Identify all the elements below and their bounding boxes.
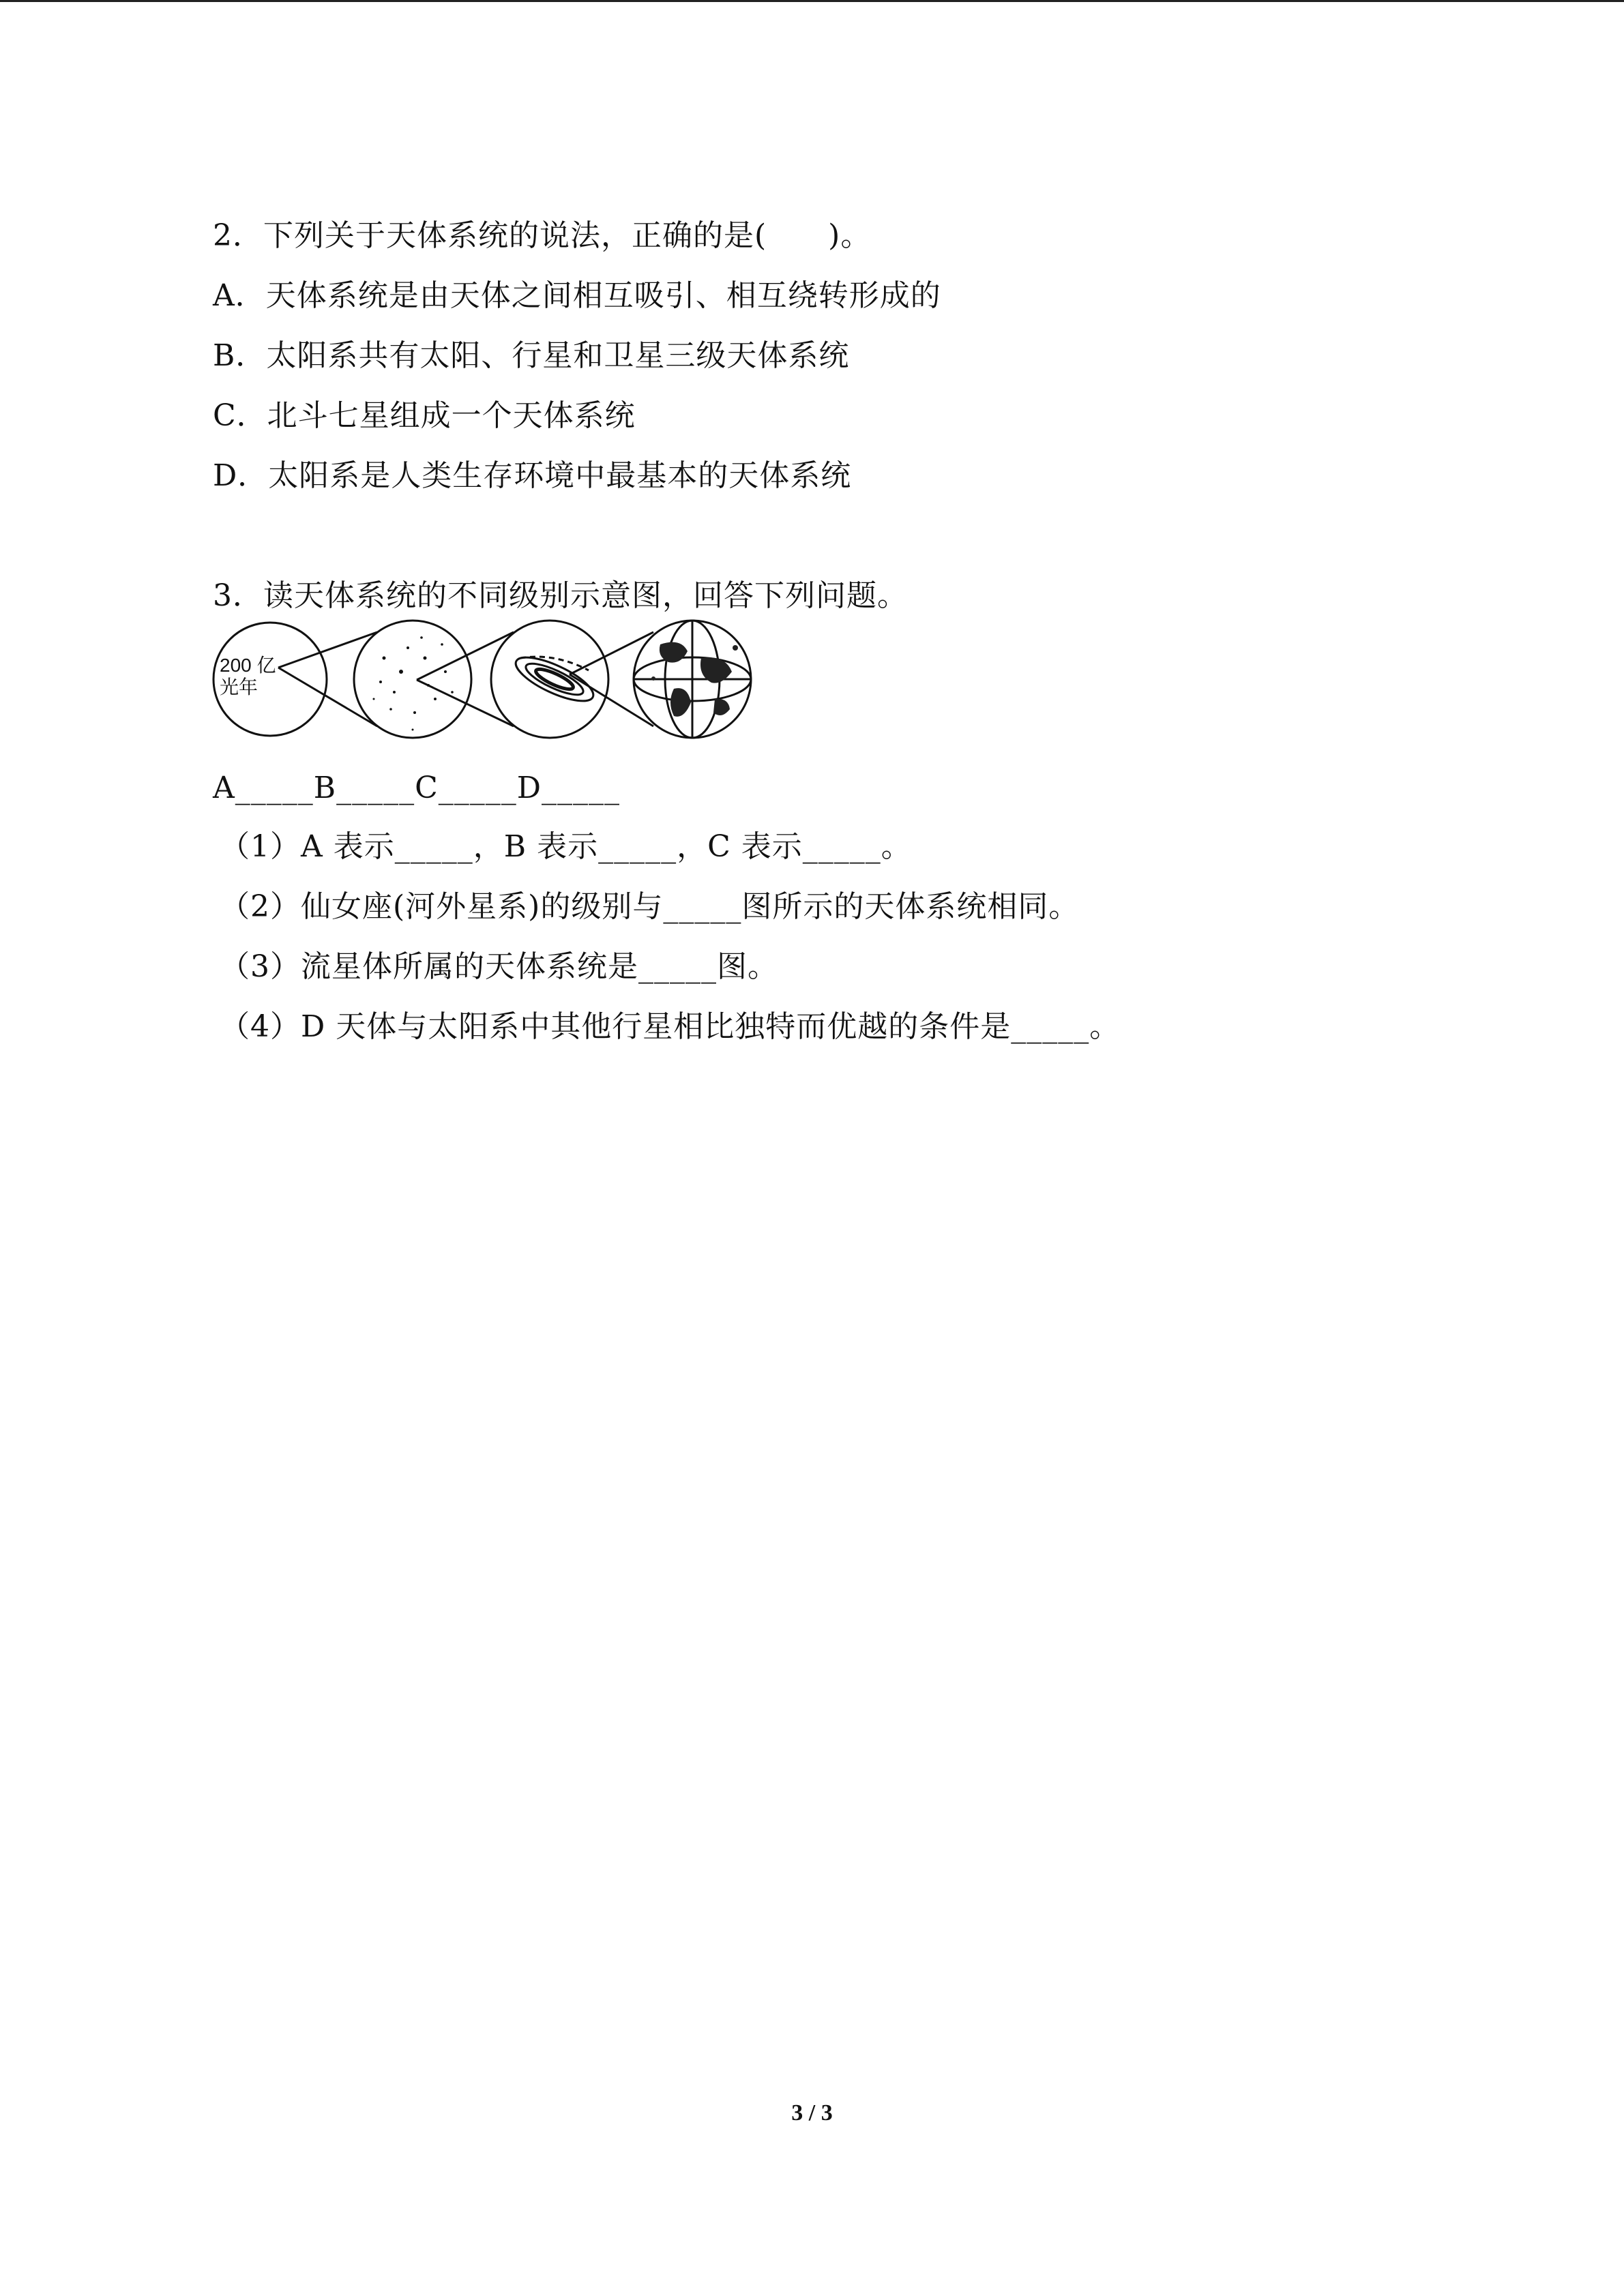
page-number: 3 / 3 xyxy=(791,2100,833,2126)
question-2-stem: 2．下列关于天体系统的说法，正确的是( )。 xyxy=(213,218,872,253)
figure-label-line2: 光年 xyxy=(220,676,259,698)
top-border xyxy=(0,0,1624,2)
question-2-option-b: B．太阳系共有太阳、行星和卫星三级天体系统 xyxy=(213,338,850,373)
question-3-sub-1: （1）A 表示_____，B 表示_____，C 表示_____。 xyxy=(220,829,912,864)
question-3-stem: 3．读天体系统的不同级别示意图，回答下列问题。 xyxy=(213,578,908,613)
question-2-option-c: C．北斗七星组成一个天体系统 xyxy=(213,398,636,433)
figure-label-line1: 200 亿 xyxy=(220,655,276,676)
question-3-sub-2: （2）仙女座(河外星系)的级别与_____图所示的天体系统相同。 xyxy=(220,889,1080,924)
question-3-sub-4: （4）D 天体与太阳系中其他行星相比独特而优越的条件是_____。 xyxy=(220,1009,1121,1044)
celestial-system-diagram xyxy=(210,617,756,741)
question-3-blanks: A_____B_____C_____D_____ xyxy=(213,771,621,805)
circle-c-solar-system xyxy=(491,621,608,738)
question-2-option-d: D．太阳系是人类生存环境中最基本的天体系统 xyxy=(213,458,852,493)
circle-b-galaxy xyxy=(354,621,471,738)
question-2-option-a: A．天体系统是由天体之间相互吸引、相互绕转形成的 xyxy=(213,278,941,313)
question-3-sub-3: （3）流星体所属的天体系统是_____图。 xyxy=(220,949,778,984)
